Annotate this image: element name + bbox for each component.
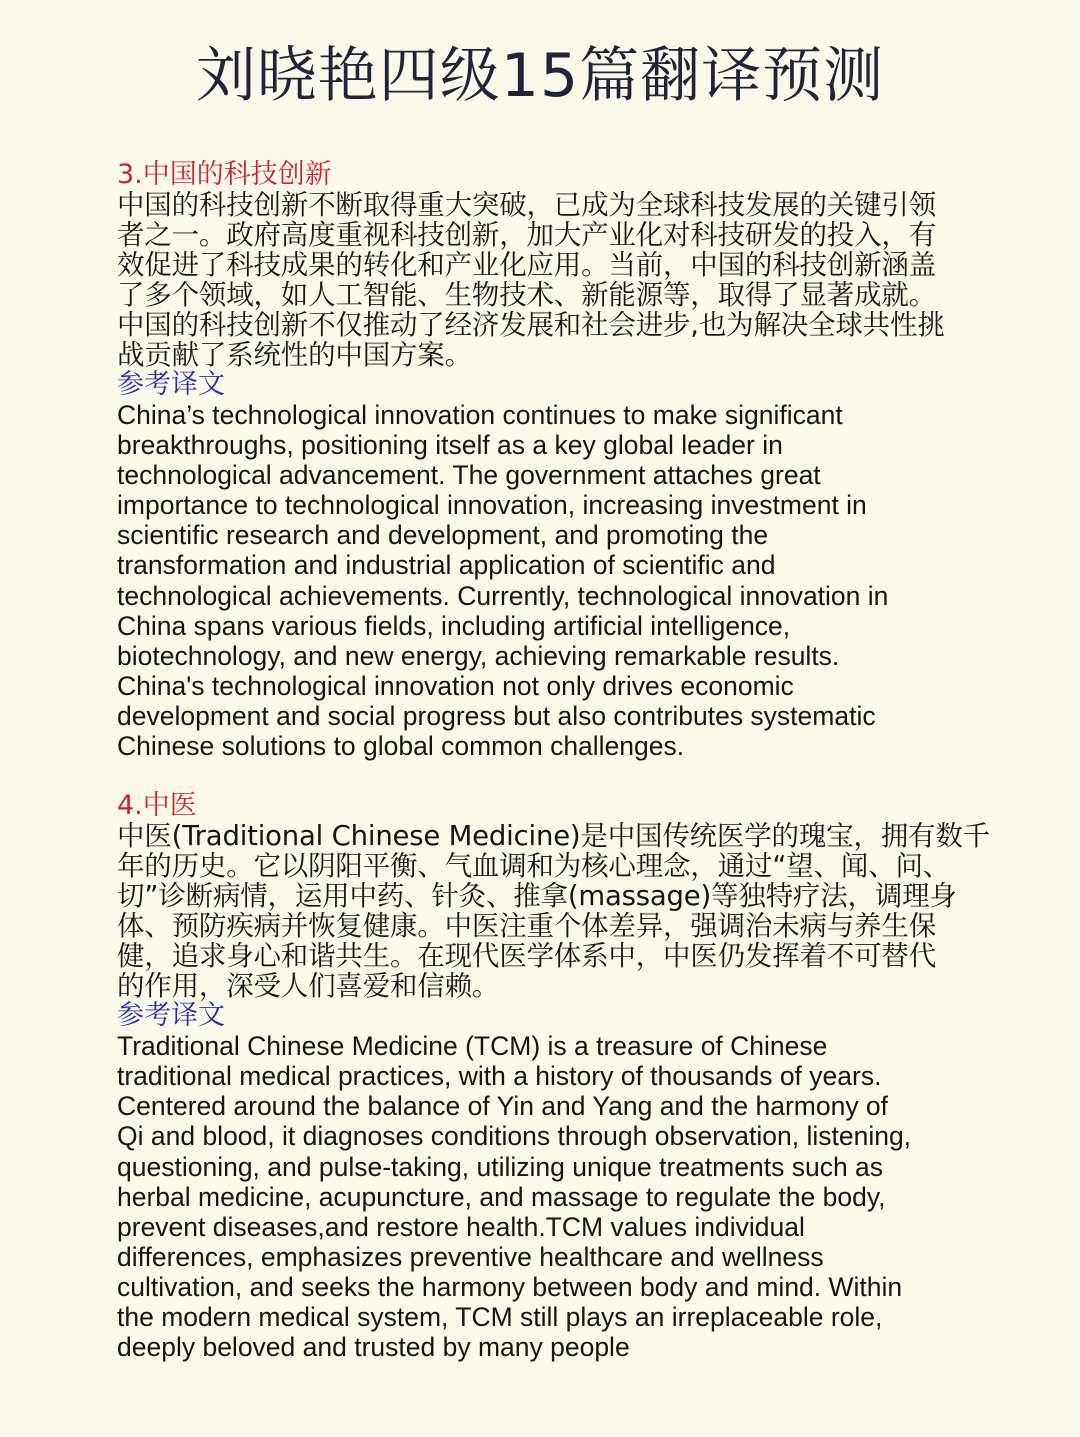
english-line: the modern medical system, TCM still plays an irreplaceable role, — [117, 1301, 883, 1332]
english-line: breakthroughs, positioning itself as a key global leader in — [117, 430, 783, 461]
page-title: 刘晓艳四级15篇翻译预测 — [195, 41, 885, 111]
english-line: deeply beloved and trusted by many people — [117, 1332, 630, 1363]
chinese-line: 切”诊断病情，运用中药、针灸、推拿(massage)等独特疗法，调理身 — [117, 880, 957, 913]
english-line: Qi and blood, it diagnoses conditions through observation, listening, — [117, 1121, 912, 1152]
chinese-line: 中国的科技创新不断取得重大突破，已成为全球科技发展的关键引领 — [117, 189, 936, 221]
chinese-line: 体、预防疾病并恢复健康。中医注重个体差异，强调治未病与养生保 — [117, 910, 936, 943]
english-line: Chinese solutions to global common challenges. — [117, 731, 685, 762]
english-line: China spans various fields, including artificial intelligence, — [117, 610, 791, 641]
english-line: Centered around the balance of Yin and Yang and the harmony of — [117, 1091, 889, 1122]
reference-translation-label: 参考译文 — [117, 1000, 225, 1032]
chinese-passage — [117, 190, 1022, 370]
reference-translation-label: 参考译文 — [117, 369, 225, 400]
chinese-line: 中医(Traditional Chinese Medicine)是中国传统医学的瑰宝，拥有数千 — [117, 820, 990, 853]
english-line: China's technological innovation not only drives economic — [117, 670, 794, 701]
chinese-line: 效促进了科技成果的转化和产业化应用。当前，中国的科技创新涵盖 — [117, 249, 936, 281]
english-line: scientific research and development, and promoting the — [117, 520, 769, 551]
document-body — [117, 160, 1022, 1362]
english-line: importance to technological innovation, increasing investment in — [117, 490, 867, 521]
chinese-passage — [117, 821, 1022, 1001]
english-line: development and social progress but also contributes systematic — [117, 700, 876, 731]
section-heading: 3.中国的科技创新 — [117, 159, 332, 190]
chinese-line: 年的历史。它以阴阳平衡、气血调和为核心理念，通过“望、闻、问、 — [117, 850, 951, 883]
english-line: biotechnology, and new energy, achieving remarkable results. — [117, 640, 840, 671]
section-heading: 4.中医 — [117, 790, 197, 822]
section-divider — [117, 761, 1022, 791]
section-tcm — [117, 791, 1022, 1362]
english-line: transformation and industrial application of scientific and — [117, 550, 776, 581]
english-line: herbal medicine, acupuncture, and massage to regulate the body, — [117, 1181, 886, 1212]
english-translation — [117, 1031, 1022, 1362]
english-line: Traditional Chinese Medicine (TCM) is a treasure of Chinese — [117, 1031, 828, 1062]
english-line: cultivation, and seeks the harmony between body and mind. Within — [117, 1271, 903, 1302]
chinese-line: 了多个领域，如人工智能、生物技术、新能源等，取得了显著成就。 — [117, 279, 936, 311]
chinese-line: 中国的科技创新不仅推动了经济发展和社会进步,也为解决全球共性挑 — [117, 309, 945, 341]
english-line: traditional medical practices, with a history of thousands of years. — [117, 1061, 882, 1092]
section-tech-innovation — [117, 160, 1022, 761]
chinese-line: 者之一。政府高度重视科技创新，加大产业化对科技研发的投入，有 — [117, 219, 936, 251]
english-line: questioning, and pulse-taking, utilizing unique treatments such as — [117, 1151, 884, 1182]
english-line: technological advancement. The government attaches great — [117, 460, 821, 491]
chinese-line: 的作用，深受人们喜爱和信赖。 — [117, 970, 500, 1003]
english-line: China’s technological innovation continues to make significant — [117, 400, 843, 430]
english-line: differences, emphasizes preventive healthcare and wellness — [117, 1241, 824, 1272]
english-line: technological achievements. Currently, technological innovation in — [117, 580, 889, 611]
english-translation — [117, 400, 1022, 761]
english-line: prevent diseases,and restore health.TCM values individual — [117, 1211, 805, 1242]
chinese-line: 战贡献了系统性的中国方案。 — [117, 339, 472, 371]
chinese-line: 健，追求身心和谐共生。在现代医学体系中，中医仍发挥着不可替代 — [117, 940, 936, 973]
